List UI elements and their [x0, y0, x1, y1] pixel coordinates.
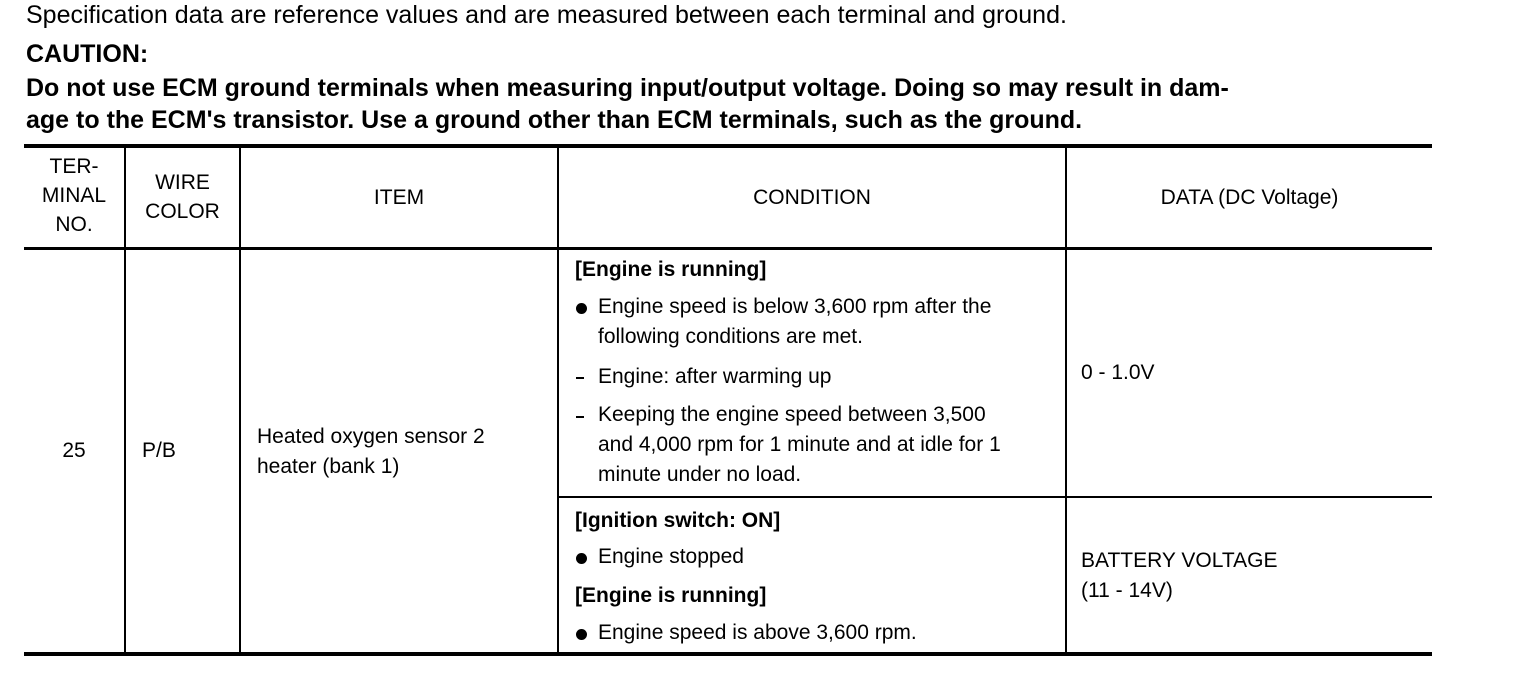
dash-icon	[576, 416, 584, 418]
header-text: MINAL	[41, 184, 107, 207]
column-divider	[557, 148, 559, 652]
wire-color: P/B	[142, 439, 176, 462]
condition-text: Keeping the engine speed between 3,500	[598, 403, 986, 426]
dash-icon	[576, 377, 584, 379]
terminal-number: 25	[62, 439, 86, 462]
header-text: TER-	[49, 155, 99, 178]
condition-dash: Engine: after warming up	[598, 365, 832, 388]
intro-text: Specification data are reference values and are measured between each terminal and ground.	[26, 1, 1067, 29]
terminal-spec-table	[24, 144, 1432, 656]
header-divider	[24, 247, 1432, 250]
header-text: NO.	[55, 213, 93, 236]
caution-line: age to the ECM's transistor. Use a ground other than ECM terminals, such as the ground.	[26, 106, 1083, 134]
condition-text: following conditions are met.	[598, 325, 863, 348]
data-value: 0 - 1.0V	[1081, 361, 1155, 384]
condition-bullet	[598, 292, 991, 352]
header-item: ITEM	[373, 186, 425, 209]
header-condition: CONDITION	[753, 186, 871, 209]
condition-dash	[598, 400, 1001, 490]
data-text: BATTERY VOLTAGE	[1081, 549, 1278, 572]
column-divider	[239, 148, 241, 652]
bullet-icon	[576, 303, 587, 314]
item-name	[257, 422, 485, 482]
condition-row-divider	[558, 496, 1432, 498]
condition-bullet: Engine speed is above 3,600 rpm.	[598, 621, 917, 644]
condition-heading: [Engine is running]	[575, 584, 767, 607]
caution-title: CAUTION:	[26, 40, 149, 68]
item-text: heater (bank 1)	[257, 455, 400, 478]
condition-text: minute under no load.	[598, 463, 802, 486]
condition-text: Engine speed is below 3,600 rpm after the	[598, 295, 992, 318]
condition-bullet: Engine stopped	[598, 545, 744, 568]
item-text: Heated oxygen sensor 2	[257, 425, 485, 448]
header-data: DATA (DC Voltage)	[1160, 186, 1339, 209]
header-text: WIRE	[155, 171, 210, 194]
condition-heading: [Ignition switch: ON]	[575, 509, 781, 532]
caution-body	[26, 72, 1446, 136]
condition-text: and 4,000 rpm for 1 minute and at idle for 1	[598, 433, 1001, 456]
bullet-icon	[576, 553, 587, 564]
data-value	[1081, 546, 1277, 606]
header-wire-color	[126, 168, 239, 226]
column-divider	[1065, 148, 1067, 652]
data-text: (11 - 14V)	[1081, 579, 1173, 602]
condition-heading: [Engine is running]	[575, 258, 767, 281]
bullet-icon	[576, 629, 587, 640]
header-text: COLOR	[145, 200, 220, 223]
caution-line: Do not use ECM ground terminals when measuring input/output voltage. Doing so may result in dam-	[26, 74, 1229, 102]
header-terminal-no	[24, 152, 124, 239]
